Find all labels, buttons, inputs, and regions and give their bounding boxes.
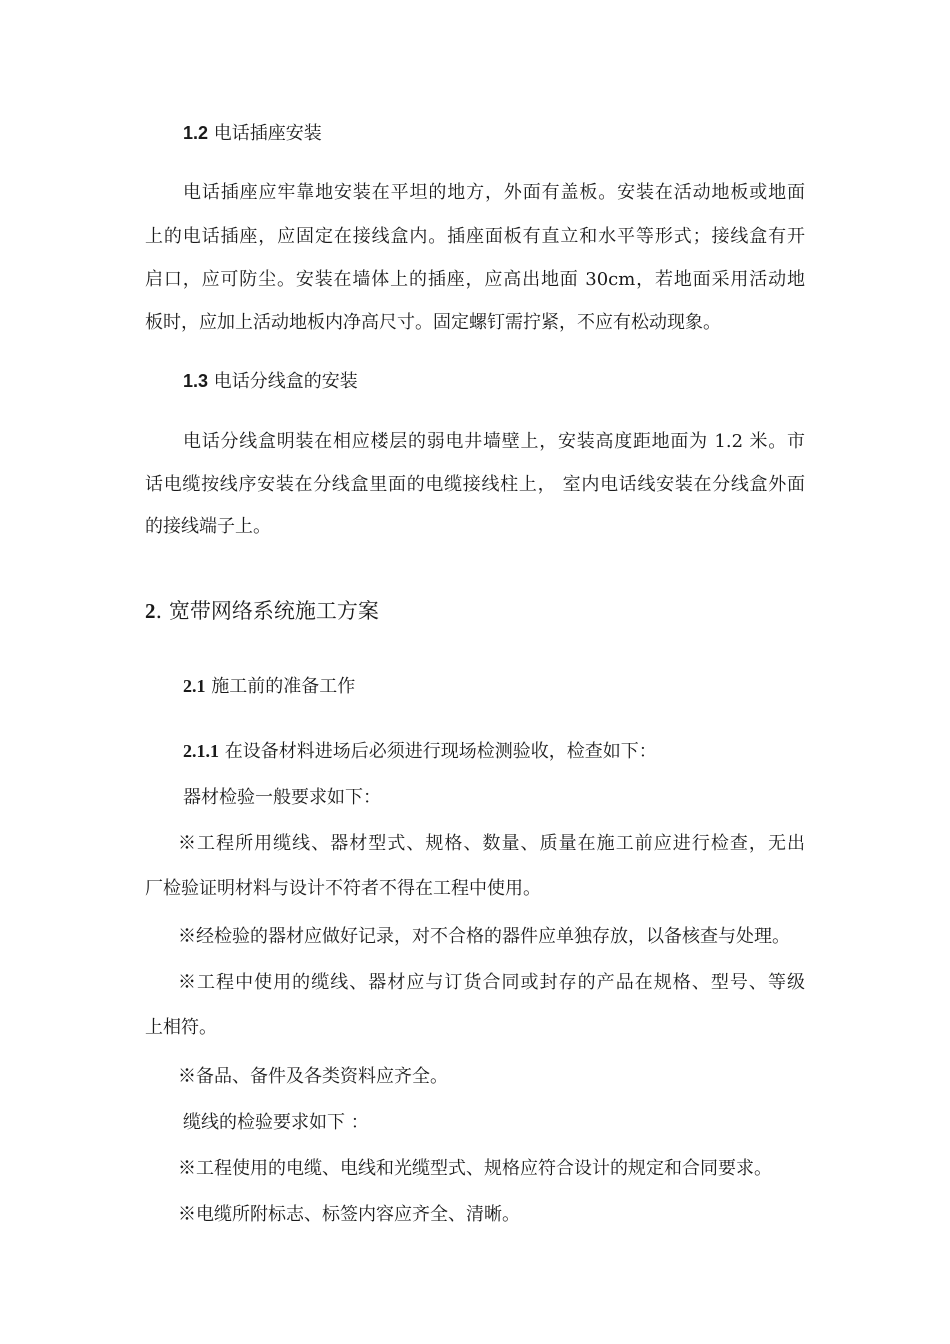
paragraph-line: 的接线端子上。 — [145, 516, 271, 537]
section-number: 2.1.1 — [183, 741, 219, 761]
section-heading-1-2 — [183, 121, 322, 146]
paragraph-line: 电话插座应牢靠地安装在平坦的地方，外面有盖板。安装在活动地板或地面 — [183, 182, 805, 203]
section-title: 电话插座安装 — [213, 123, 322, 144]
section-number: 1.2 — [183, 123, 209, 143]
section-heading-2-1 — [183, 674, 355, 699]
section-number: 2.1 — [183, 676, 206, 696]
paragraph-line: 话电缆按线序安装在分线盒里面的电缆接线柱上， 室内电话线安装在分线盒外面 — [145, 474, 805, 495]
list-item: ※备品、备件及各类资料应齐全。 — [178, 1066, 448, 1087]
list-item-continuation: 厂检验证明材料与设计不符者不得在工程中使用。 — [145, 878, 541, 899]
list-item: ※工程所用缆线、器材型式、规格、数量、质量在施工前应进行检查，无出 — [178, 833, 805, 854]
paragraph-line: 上的电话插座，应固定在接线盒内。插座面板有直立和水平等形式；接线盒有开 — [145, 226, 805, 247]
list-item: ※电缆所附标志、标签内容应齐全、清晰。 — [178, 1204, 520, 1225]
paragraph-line: 板时，应加上活动地板内净高尺寸。固定螺钉需拧紧，不应有松动现象。 — [145, 312, 721, 333]
section-title: 电话分线盒的安装 — [213, 371, 358, 392]
cable-heading: 缆线的检验要求如下 ： — [183, 1112, 369, 1133]
section-number-separator: . — [155, 599, 163, 623]
paragraph-line: 电话分线盒明装在相应楼层的弱电井墙壁上，安装高度距地面为 1.2 米。市 — [183, 431, 805, 452]
equipment-heading: 器材检验一般要求如下： — [183, 787, 381, 808]
section-number: 2 — [145, 599, 156, 623]
paragraph-line: 启口，应可防尘。安装在墙体上的插座，应高出地面 30cm，若地面采用活动地 — [145, 269, 805, 290]
section-number: 1.3 — [183, 371, 209, 391]
section-title: 施工前的准备工作 — [211, 676, 356, 697]
list-item-continuation: 上相符。 — [145, 1017, 217, 1038]
list-item: ※经检验的器材应做好记录，对不合格的器件应单独存放，以备核查与处理。 — [178, 926, 790, 947]
section-heading-2 — [145, 597, 379, 625]
section-title: 宽带网络系统施工方案 — [168, 599, 379, 623]
section-heading-2-1-1 — [183, 739, 657, 764]
section-title: 在设备材料进场后必须进行现场检测验收，检查如下： — [224, 741, 657, 762]
list-item: ※工程中使用的缆线、器材应与订货合同或封存的产品在规格、型号、等级 — [178, 972, 805, 993]
section-heading-1-3 — [183, 369, 358, 394]
list-item: ※工程使用的电缆、电线和光缆型式、规格应符合设计的规定和合同要求。 — [178, 1158, 772, 1179]
